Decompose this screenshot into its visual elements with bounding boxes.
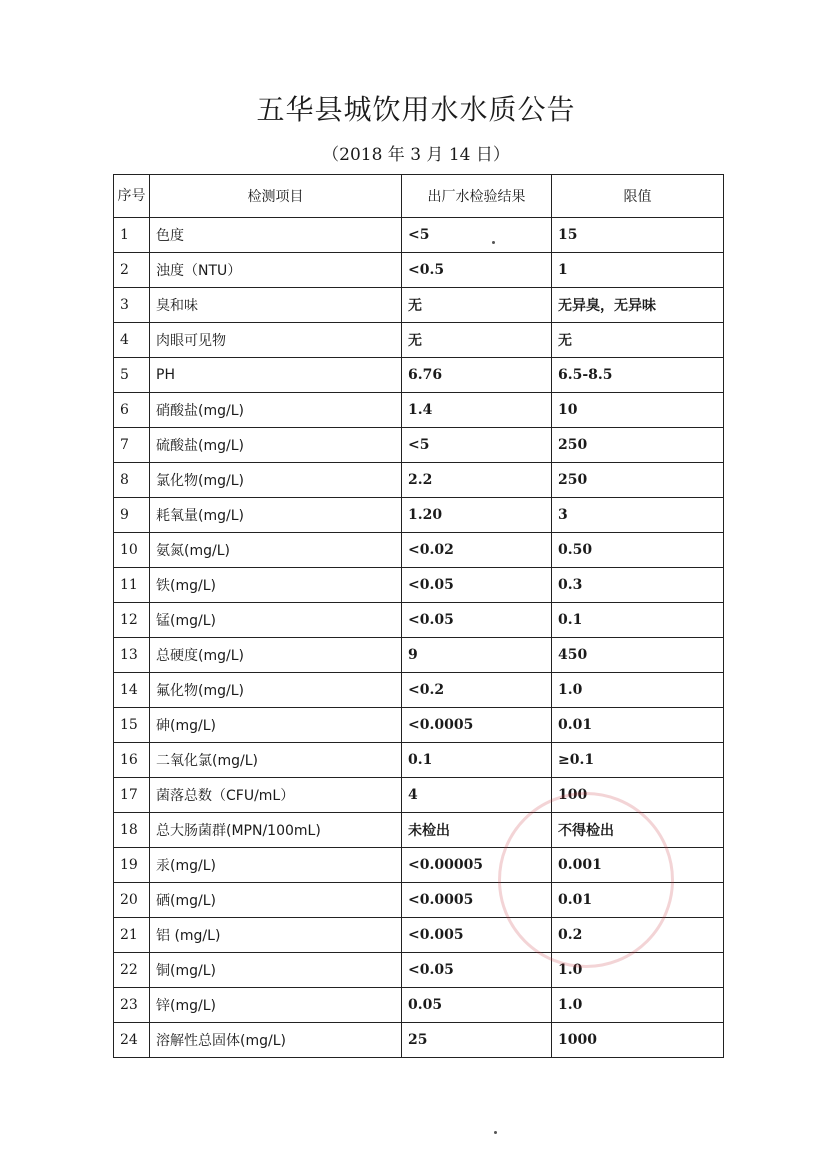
table-row (114, 393, 724, 428)
row-limit: 0.01 (552, 708, 724, 743)
row-result: <0.05 (402, 568, 552, 603)
row-limit: 不得检出 (552, 813, 724, 848)
row-result: 4 (402, 778, 552, 813)
row-seq: 13 (114, 638, 150, 673)
row-item: 硫酸盐(mg/L) (150, 428, 402, 463)
row-limit: 1.0 (552, 673, 724, 708)
row-limit: 0.3 (552, 568, 724, 603)
row-result: 0.05 (402, 988, 552, 1023)
row-seq: 20 (114, 883, 150, 918)
header-item: 检测项目 (150, 175, 402, 218)
row-limit: 250 (552, 428, 724, 463)
table-row (114, 568, 724, 603)
row-result: <0.00005 (402, 848, 552, 883)
row-item: 铁(mg/L) (150, 568, 402, 603)
table-row (114, 218, 724, 253)
table-row (114, 463, 724, 498)
row-seq: 17 (114, 778, 150, 813)
row-seq: 12 (114, 603, 150, 638)
row-limit: 250 (552, 463, 724, 498)
table-row (114, 918, 724, 953)
row-limit: 3 (552, 498, 724, 533)
row-item: 锰(mg/L) (150, 603, 402, 638)
row-item: 臭和味 (150, 288, 402, 323)
row-limit: 6.5-8.5 (552, 358, 724, 393)
row-result: <0.0005 (402, 708, 552, 743)
row-item: PH (150, 358, 402, 393)
table-row (114, 883, 724, 918)
scan-speck (494, 1131, 497, 1134)
table-row (114, 358, 724, 393)
scan-speck (492, 241, 495, 244)
water-quality-table (113, 174, 724, 1058)
row-seq: 2 (114, 253, 150, 288)
row-result: <0.5 (402, 253, 552, 288)
row-seq: 10 (114, 533, 150, 568)
report-date: （2018 年 3 月 14 日） (322, 145, 510, 165)
row-seq: 7 (114, 428, 150, 463)
row-seq: 18 (114, 813, 150, 848)
row-result: 2.2 (402, 463, 552, 498)
row-limit: 0.001 (552, 848, 724, 883)
row-seq: 8 (114, 463, 150, 498)
row-item: 耗氧量(mg/L) (150, 498, 402, 533)
table-row (114, 428, 724, 463)
row-limit: 0.01 (552, 883, 724, 918)
table-row (114, 1023, 724, 1058)
row-result: <0.0005 (402, 883, 552, 918)
row-limit: 450 (552, 638, 724, 673)
row-limit: 无异臭，无异味 (552, 288, 724, 323)
row-limit: ≥0.1 (552, 743, 724, 778)
row-item: 锌(mg/L) (150, 988, 402, 1023)
row-result: 无 (402, 288, 552, 323)
table-row (114, 638, 724, 673)
row-seq: 16 (114, 743, 150, 778)
page-title: 五华县城饮用水水质公告 (256, 93, 576, 126)
table-header-row (114, 175, 724, 218)
row-seq: 1 (114, 218, 150, 253)
row-item: 氟化物(mg/L) (150, 673, 402, 708)
table-row (114, 848, 724, 883)
row-result: <0.05 (402, 603, 552, 638)
row-item: 浊度（NTU） (150, 253, 402, 288)
row-item: 硒(mg/L) (150, 883, 402, 918)
row-limit: 10 (552, 393, 724, 428)
table-row (114, 323, 724, 358)
row-result: 无 (402, 323, 552, 358)
row-seq: 15 (114, 708, 150, 743)
header-limit: 限值 (552, 175, 724, 218)
row-limit: 100 (552, 778, 724, 813)
row-result: <0.05 (402, 953, 552, 988)
row-limit: 1 (552, 253, 724, 288)
row-item: 硝酸盐(mg/L) (150, 393, 402, 428)
row-item: 总大肠菌群(MPN/100mL) (150, 813, 402, 848)
table-row (114, 953, 724, 988)
row-item: 二氧化氯(mg/L) (150, 743, 402, 778)
row-result: 1.4 (402, 393, 552, 428)
row-seq: 4 (114, 323, 150, 358)
row-result: 9 (402, 638, 552, 673)
table-row (114, 778, 724, 813)
table-row (114, 603, 724, 638)
row-seq: 19 (114, 848, 150, 883)
row-item: 肉眼可见物 (150, 323, 402, 358)
row-limit: 0.50 (552, 533, 724, 568)
row-result: <0.02 (402, 533, 552, 568)
row-seq: 9 (114, 498, 150, 533)
row-seq: 11 (114, 568, 150, 603)
table-row (114, 673, 724, 708)
row-seq: 6 (114, 393, 150, 428)
row-seq: 22 (114, 953, 150, 988)
row-limit: 1.0 (552, 953, 724, 988)
row-limit: 0.2 (552, 918, 724, 953)
row-seq: 5 (114, 358, 150, 393)
row-seq: 21 (114, 918, 150, 953)
table-row (114, 988, 724, 1023)
row-result: <5 (402, 218, 552, 253)
row-result: <0.005 (402, 918, 552, 953)
row-limit: 1000 (552, 1023, 724, 1058)
row-result: 6.76 (402, 358, 552, 393)
row-result: 25 (402, 1023, 552, 1058)
row-item: 溶解性总固体(mg/L) (150, 1023, 402, 1058)
row-limit: 1.0 (552, 988, 724, 1023)
row-item: 氯化物(mg/L) (150, 463, 402, 498)
row-item: 氨氮(mg/L) (150, 533, 402, 568)
row-result: 未检出 (402, 813, 552, 848)
table-row (114, 743, 724, 778)
row-item: 砷(mg/L) (150, 708, 402, 743)
table-row (114, 288, 724, 323)
row-item: 铝 (mg/L) (150, 918, 402, 953)
row-limit: 无 (552, 323, 724, 358)
table-row (114, 708, 724, 743)
row-item: 铜(mg/L) (150, 953, 402, 988)
row-limit: 0.1 (552, 603, 724, 638)
row-item: 总硬度(mg/L) (150, 638, 402, 673)
row-item: 菌落总数（CFU/mL） (150, 778, 402, 813)
row-seq: 14 (114, 673, 150, 708)
table-row (114, 253, 724, 288)
header-result: 出厂水检验结果 (402, 175, 552, 218)
row-result: <0.2 (402, 673, 552, 708)
row-result: 0.1 (402, 743, 552, 778)
table-row (114, 498, 724, 533)
row-seq: 24 (114, 1023, 150, 1058)
row-item: 色度 (150, 218, 402, 253)
header-seq: 序号 (114, 175, 150, 218)
table-row (114, 813, 724, 848)
table-row (114, 533, 724, 568)
row-item: 汞(mg/L) (150, 848, 402, 883)
row-result: <5 (402, 428, 552, 463)
row-seq: 3 (114, 288, 150, 323)
row-limit: 15 (552, 218, 724, 253)
row-seq: 23 (114, 988, 150, 1023)
row-result: 1.20 (402, 498, 552, 533)
